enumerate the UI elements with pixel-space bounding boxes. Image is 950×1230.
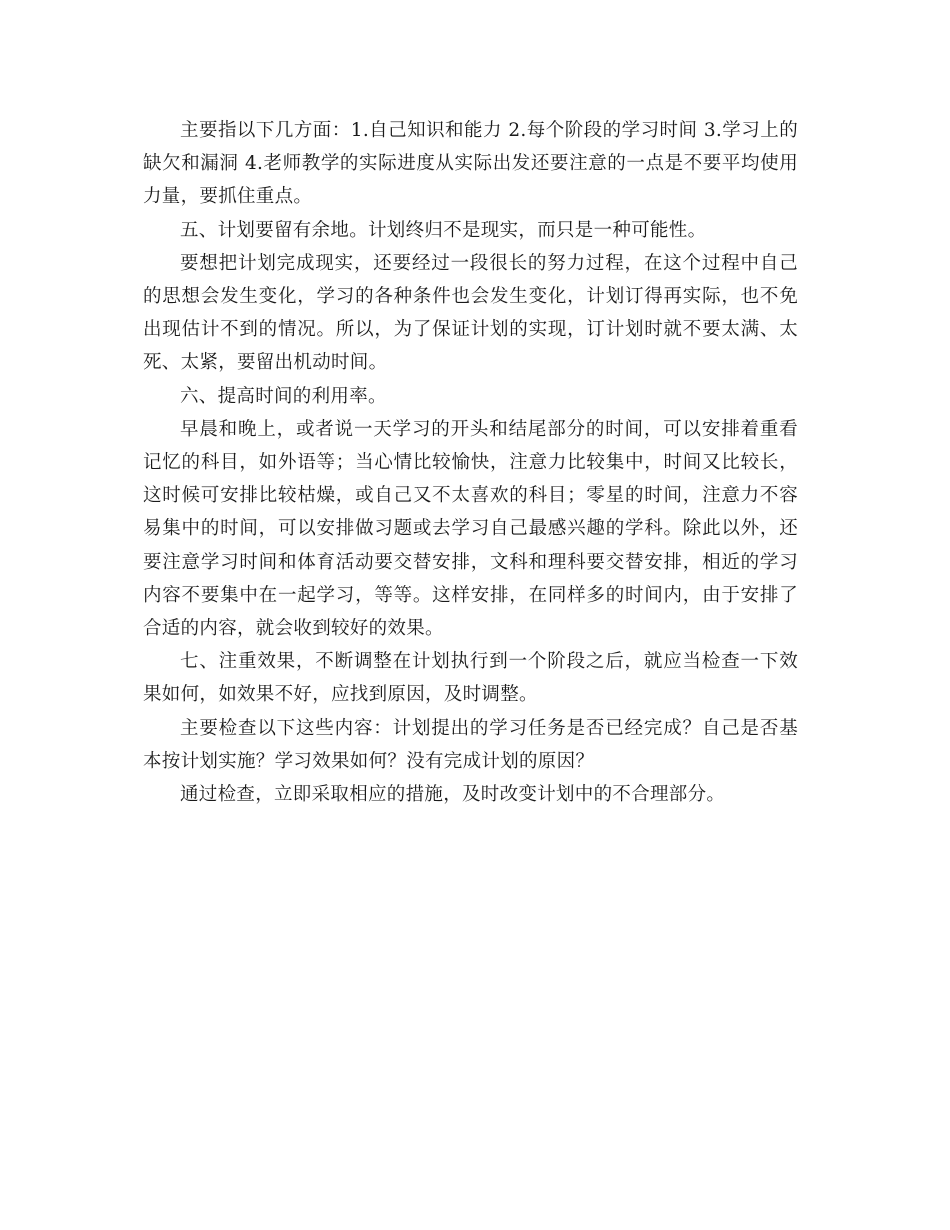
- paragraph-take-measures: 通过检查，立即采取相应的措施，及时改变计划中的不合理部分。: [180, 784, 726, 806]
- paragraph-time-arrangement: 早晨和晚上，或者说一天学习的开头和结尾部分的时间，可以安排着重看记忆的科目，如外语等；当心情比较愉快，注意力比较集中，时间又比较长，这时候可安排比较枯燥，或自己又不太喜欢的科目；零星的时间，注意力不容易集中的时间，可以安排做习题或去学习自己最感兴趣的学科。除此以外，还要注意学习时间和体育活动要交替安排，文科和理科要交替安排，相近的学习内容不要集中在一起学习，等等。这样安排，在同样多的时间内，由于安排了合适的内容，就会收到较好的效果。: [143, 418, 798, 640]
- heading-time-utilization: 六、提高时间的利用率。: [180, 385, 387, 407]
- paragraph-flexible-time: 要想把计划完成现实，还要经过一段很长的努力过程，在这个过程中自己的思想会发生变化，学习的各种条件也会发生变化，计划订得再实际，也不免出现估计不到的情况。所以，为了保证计划的实现，订计划时就不要太满、太死、太紧，要留出机动时间。: [143, 252, 798, 374]
- heading-focus-effect: 七、注重效果，不断调整在计划执行到一个阶段之后，就应当检查一下效果如何，如效果不好，应找到原因，及时调整。: [143, 651, 798, 706]
- document-body: [143, 114, 798, 811]
- heading-leave-margin: 五、计划要留有余地。计划终归不是现实，而只是一种可能性。: [180, 219, 707, 241]
- paragraph-check-contents: 主要检查以下这些内容：计划提出的学习任务是否已经完成？自己是否基本按计划实施？学习效果如何？没有完成计划的原因？: [143, 717, 798, 772]
- paragraph-focus-areas: 主要指以下几方面：1.自己知识和能力 2.每个阶段的学习时间 3.学习上的缺欠和漏洞 4.老师教学的实际进度从实际出发还要注意的一点是不要平均使用力量，要抓住重点。: [143, 120, 798, 208]
